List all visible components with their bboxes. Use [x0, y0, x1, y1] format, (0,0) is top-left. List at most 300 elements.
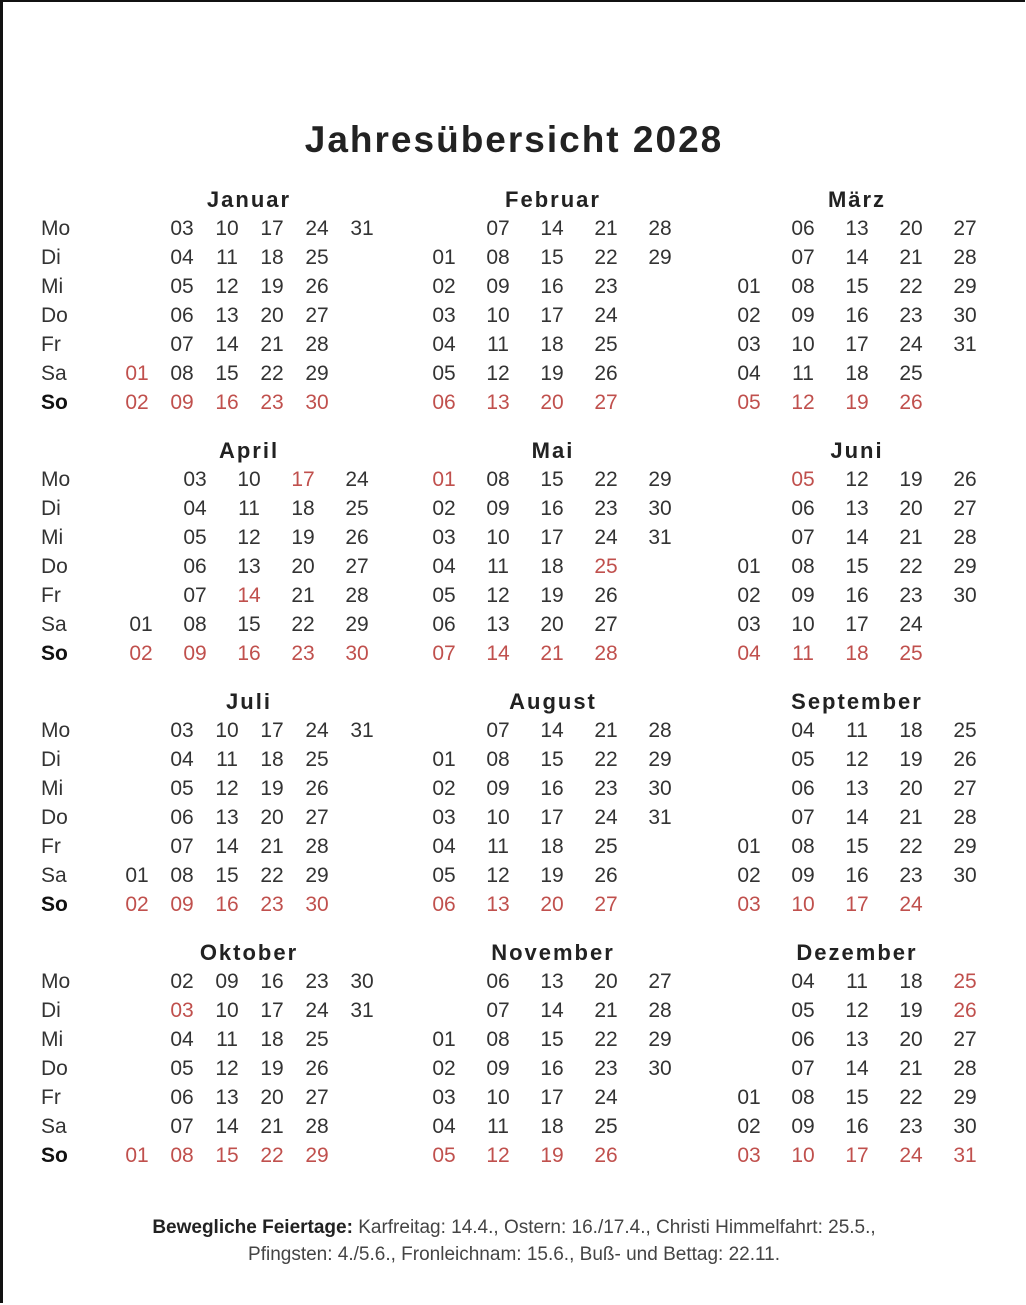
date: 29: [648, 1028, 672, 1051]
date: 15: [845, 555, 869, 578]
date: 27: [345, 555, 369, 578]
date: 08: [183, 613, 207, 636]
week-row-di: [3, 999, 1026, 1028]
date-holiday: 25: [899, 642, 923, 665]
date: 10: [486, 806, 510, 829]
date-holiday: 25: [594, 555, 618, 578]
date: 24: [594, 526, 618, 549]
date: 21: [260, 1115, 284, 1138]
date: 02: [737, 864, 761, 887]
date: 18: [899, 970, 923, 993]
date-holiday: 16: [215, 391, 239, 414]
date-holiday: 01: [125, 362, 149, 385]
date: 10: [791, 333, 815, 356]
date: 26: [594, 584, 618, 607]
week-row-fr: [3, 584, 1026, 613]
date: 21: [594, 217, 618, 240]
date: 30: [953, 864, 977, 887]
date: 11: [487, 835, 509, 858]
date: 11: [846, 719, 868, 742]
date: 25: [345, 497, 369, 520]
date: 16: [540, 777, 564, 800]
date: 20: [260, 1086, 284, 1109]
date: 03: [737, 333, 761, 356]
date: 26: [953, 748, 977, 771]
footer-label: Bewegliche Feiertage:: [152, 1217, 353, 1238]
date-holiday: 16: [215, 893, 239, 916]
date: 12: [486, 584, 510, 607]
date-holiday: 22: [260, 1144, 284, 1167]
date: 12: [486, 864, 510, 887]
date: 08: [170, 864, 194, 887]
week-row-mo: [3, 719, 1026, 748]
date: 26: [594, 362, 618, 385]
date: 04: [432, 333, 456, 356]
date-holiday: 02: [129, 642, 153, 665]
date: 04: [183, 497, 207, 520]
date: 26: [345, 526, 369, 549]
date-holiday: 28: [594, 642, 618, 665]
date: 07: [170, 1115, 194, 1138]
date: 20: [260, 304, 284, 327]
date: 14: [215, 835, 239, 858]
date: 05: [432, 864, 456, 887]
week-row-sa: [3, 1115, 1026, 1144]
date: 26: [953, 468, 977, 491]
date: 17: [260, 719, 284, 742]
date: 15: [540, 748, 564, 771]
month-name: November: [491, 940, 615, 965]
date-holiday: 30: [305, 391, 329, 414]
date-holiday: 06: [432, 391, 456, 414]
date: 29: [648, 468, 672, 491]
weekday-label: Mi: [41, 777, 64, 800]
date: 21: [899, 526, 923, 549]
date: 17: [540, 526, 564, 549]
date: 28: [305, 835, 329, 858]
date: 22: [594, 468, 618, 491]
date: 27: [953, 1028, 977, 1051]
date: 10: [215, 719, 239, 742]
date-holiday: 16: [237, 642, 261, 665]
date-holiday: 03: [737, 1144, 761, 1167]
date: 02: [737, 1115, 761, 1138]
date: 14: [215, 1115, 239, 1138]
date: 19: [291, 526, 315, 549]
date-holiday: 07: [432, 642, 456, 665]
date-holiday: 30: [345, 642, 369, 665]
date: 23: [594, 777, 618, 800]
date: 28: [953, 526, 977, 549]
date: 25: [305, 1028, 329, 1051]
date: 08: [791, 275, 815, 298]
date: 02: [432, 1057, 456, 1080]
date: 07: [486, 999, 510, 1022]
date: 04: [170, 748, 194, 771]
date: 13: [540, 970, 564, 993]
date: 24: [899, 613, 923, 636]
date: 11: [216, 246, 238, 269]
weekday-label: Mi: [41, 1028, 64, 1051]
date: 05: [183, 526, 207, 549]
date: 29: [953, 555, 977, 578]
date-holiday: 09: [170, 893, 194, 916]
date: 02: [737, 304, 761, 327]
date: 29: [648, 246, 672, 269]
date: 17: [845, 333, 869, 356]
date-holiday: 11: [792, 642, 814, 665]
date: 19: [899, 999, 923, 1022]
date-holiday: 02: [125, 391, 149, 414]
date: 23: [594, 275, 618, 298]
date: 17: [540, 304, 564, 327]
date-holiday: 05: [791, 468, 815, 491]
date: 11: [487, 1115, 509, 1138]
date: 03: [737, 613, 761, 636]
date: 01: [737, 275, 761, 298]
date-holiday: 17: [845, 1144, 869, 1167]
date: 08: [486, 748, 510, 771]
date: 19: [899, 748, 923, 771]
date: 04: [432, 835, 456, 858]
weekday-label: Di: [41, 497, 61, 520]
date: 07: [791, 806, 815, 829]
date: 02: [432, 497, 456, 520]
date: 13: [486, 613, 510, 636]
date-holiday: 14: [486, 642, 510, 665]
week-row-mo: [3, 217, 1026, 246]
date: 26: [305, 777, 329, 800]
date: 05: [791, 748, 815, 771]
date-holiday: 24: [899, 1144, 923, 1167]
date: 28: [953, 806, 977, 829]
date: 24: [305, 217, 329, 240]
date: 22: [260, 362, 284, 385]
date: 29: [345, 613, 369, 636]
date: 19: [260, 1057, 284, 1080]
date: 14: [540, 999, 564, 1022]
week-row-fr: [3, 835, 1026, 864]
week-row-mi: [3, 526, 1026, 555]
date: 17: [260, 217, 284, 240]
date: 31: [648, 806, 672, 829]
date: 11: [238, 497, 260, 520]
weekday-label: Mo: [41, 719, 71, 742]
date: 07: [170, 835, 194, 858]
week-row-do: [3, 555, 1026, 584]
date: 30: [953, 304, 977, 327]
date: 06: [170, 304, 194, 327]
date: 15: [540, 468, 564, 491]
date: 03: [432, 806, 456, 829]
date: 09: [215, 970, 239, 993]
date: 19: [540, 864, 564, 887]
date: 27: [953, 217, 977, 240]
date-holiday: 23: [291, 642, 315, 665]
date: 21: [899, 1057, 923, 1080]
date: 22: [260, 864, 284, 887]
date: 12: [845, 748, 869, 771]
week-row-mi: [3, 1028, 1026, 1057]
date: 19: [260, 777, 284, 800]
date: 01: [737, 555, 761, 578]
date: 14: [540, 217, 564, 240]
date: 02: [170, 970, 194, 993]
weekday-label: Sa: [41, 613, 67, 636]
date: 10: [237, 468, 261, 491]
date: 01: [432, 1028, 456, 1051]
date: 01: [737, 1086, 761, 1109]
month-dezember: [3, 940, 1026, 1180]
date: 11: [846, 970, 868, 993]
week-row-mi: [3, 777, 1026, 806]
weekday-label: Fr: [41, 584, 61, 607]
date: 21: [899, 806, 923, 829]
date: 11: [487, 555, 509, 578]
date: 23: [305, 970, 329, 993]
date: 14: [845, 806, 869, 829]
date-holiday: 15: [215, 1144, 239, 1167]
date: 23: [899, 1115, 923, 1138]
date: 21: [594, 999, 618, 1022]
date: 23: [899, 304, 923, 327]
date-holiday: 20: [540, 893, 564, 916]
date: 09: [486, 1057, 510, 1080]
weekday-label: Di: [41, 748, 61, 771]
date: 22: [899, 835, 923, 858]
month-name: März: [827, 187, 887, 212]
date: 21: [594, 719, 618, 742]
date-holiday: 26: [953, 999, 977, 1022]
date: 28: [648, 719, 672, 742]
date-holiday: 10: [791, 1144, 815, 1167]
date: 01: [125, 864, 149, 887]
date: 26: [305, 275, 329, 298]
date: 27: [648, 970, 672, 993]
date-holiday: 29: [305, 1144, 329, 1167]
date: 01: [129, 613, 153, 636]
date: 06: [791, 497, 815, 520]
date: 22: [899, 275, 923, 298]
date: 05: [170, 1057, 194, 1080]
date: 29: [305, 864, 329, 887]
date: 14: [845, 1057, 869, 1080]
week-row-so: [3, 391, 1026, 420]
date-holiday: 04: [737, 642, 761, 665]
weekday-label: Mi: [41, 275, 64, 298]
date: 09: [791, 584, 815, 607]
footer-line-2: Pfingsten: 4./5.6., Fronleichnam: 15.6., Buß- und Bettag: 22.11.: [248, 1244, 780, 1265]
date: 08: [486, 468, 510, 491]
date: 20: [899, 497, 923, 520]
date-holiday: 23: [260, 391, 284, 414]
date: 06: [170, 806, 194, 829]
date: 11: [792, 362, 814, 385]
date: 07: [170, 333, 194, 356]
date: 12: [215, 777, 239, 800]
date: 25: [899, 362, 923, 385]
week-row-fr: [3, 1086, 1026, 1115]
week-row-di: [3, 497, 1026, 526]
date: 09: [791, 1115, 815, 1138]
date-holiday: 26: [899, 391, 923, 414]
date: 10: [486, 526, 510, 549]
date: 11: [216, 1028, 238, 1051]
date: 24: [594, 304, 618, 327]
date: 25: [594, 835, 618, 858]
date: 12: [845, 999, 869, 1022]
date: 24: [594, 806, 618, 829]
date: 06: [791, 777, 815, 800]
weekday-label: So: [41, 1144, 68, 1167]
date: 03: [170, 217, 194, 240]
date: 02: [432, 275, 456, 298]
date: 16: [845, 584, 869, 607]
date: 13: [215, 1086, 239, 1109]
weekday-label: So: [41, 642, 68, 665]
date-holiday: 24: [899, 893, 923, 916]
date: 30: [648, 1057, 672, 1080]
date: 17: [540, 1086, 564, 1109]
date-holiday: 09: [183, 642, 207, 665]
date-holiday: 19: [540, 1144, 564, 1167]
date: 18: [899, 719, 923, 742]
date: 25: [953, 719, 977, 742]
date: 31: [953, 333, 977, 356]
date: 10: [791, 613, 815, 636]
date-holiday: 03: [737, 893, 761, 916]
date: 12: [215, 1057, 239, 1080]
date: 25: [305, 246, 329, 269]
date: 24: [899, 333, 923, 356]
date: 04: [432, 1115, 456, 1138]
weekday-label: Mo: [41, 217, 71, 240]
date-holiday: 27: [594, 391, 618, 414]
date: 29: [305, 362, 329, 385]
date: 03: [170, 719, 194, 742]
date: 17: [540, 806, 564, 829]
date: 15: [845, 835, 869, 858]
date: 19: [540, 584, 564, 607]
month-september: [3, 689, 1026, 929]
month-name: Dezember: [796, 940, 918, 965]
date: 10: [215, 217, 239, 240]
date: 24: [305, 719, 329, 742]
date: 16: [540, 1057, 564, 1080]
weekday-label: Mi: [41, 526, 64, 549]
week-row-di: [3, 748, 1026, 777]
date: 18: [260, 748, 284, 771]
date: 08: [486, 246, 510, 269]
date: 23: [594, 1057, 618, 1080]
week-row-sa: [3, 362, 1026, 391]
date: 30: [648, 497, 672, 520]
date: 08: [791, 555, 815, 578]
month-name: April: [218, 438, 280, 463]
date-holiday: 18: [845, 642, 869, 665]
date: 31: [350, 719, 374, 742]
date: 03: [183, 468, 207, 491]
weekday-label: So: [41, 391, 68, 414]
date: 18: [291, 497, 315, 520]
month-name: Mai: [531, 438, 575, 463]
week-row-mo: [3, 468, 1026, 497]
date: 04: [791, 970, 815, 993]
month-name: Oktober: [199, 940, 299, 965]
date: 22: [594, 1028, 618, 1051]
date: 23: [899, 864, 923, 887]
date: 24: [594, 1086, 618, 1109]
date: 17: [845, 613, 869, 636]
date: 09: [791, 864, 815, 887]
date-holiday: 27: [594, 893, 618, 916]
week-row-mi: [3, 275, 1026, 304]
week-row-sa: [3, 613, 1026, 642]
date: 31: [350, 217, 374, 240]
date: 09: [791, 304, 815, 327]
date: 26: [305, 1057, 329, 1080]
date: 20: [260, 806, 284, 829]
date-holiday: 31: [953, 1144, 977, 1167]
date: 20: [899, 217, 923, 240]
date: 05: [791, 999, 815, 1022]
date: 17: [260, 999, 284, 1022]
date: 27: [305, 1086, 329, 1109]
date: 18: [260, 1028, 284, 1051]
weekday-label: Fr: [41, 835, 61, 858]
date: 18: [540, 333, 564, 356]
date: 08: [170, 362, 194, 385]
date: 07: [486, 719, 510, 742]
date: 12: [486, 362, 510, 385]
date: 18: [260, 246, 284, 269]
weekday-label: Do: [41, 1057, 68, 1080]
month-name: August: [509, 689, 597, 714]
date: 28: [305, 333, 329, 356]
date: 03: [432, 304, 456, 327]
date: 28: [305, 1115, 329, 1138]
date: 27: [305, 806, 329, 829]
date: 27: [953, 777, 977, 800]
date-holiday: 20: [540, 391, 564, 414]
date: 24: [305, 999, 329, 1022]
date: 18: [845, 362, 869, 385]
date: 27: [305, 304, 329, 327]
week-row-di: [3, 246, 1026, 275]
date: 15: [540, 1028, 564, 1051]
date: 30: [953, 584, 977, 607]
date: 13: [845, 497, 869, 520]
date: 26: [594, 864, 618, 887]
date: 27: [953, 497, 977, 520]
date: 03: [432, 1086, 456, 1109]
date: 13: [845, 777, 869, 800]
month-name: September: [791, 689, 923, 714]
date: 15: [215, 362, 239, 385]
date-holiday: 17: [291, 468, 315, 491]
date: 15: [845, 1086, 869, 1109]
date: 04: [170, 246, 194, 269]
date: 16: [540, 497, 564, 520]
date-holiday: 01: [432, 468, 456, 491]
date: 18: [540, 555, 564, 578]
date: 07: [791, 1057, 815, 1080]
weekday-label: Do: [41, 304, 68, 327]
date: 24: [345, 468, 369, 491]
date: 06: [791, 217, 815, 240]
date: 15: [237, 613, 261, 636]
date: 01: [737, 835, 761, 858]
